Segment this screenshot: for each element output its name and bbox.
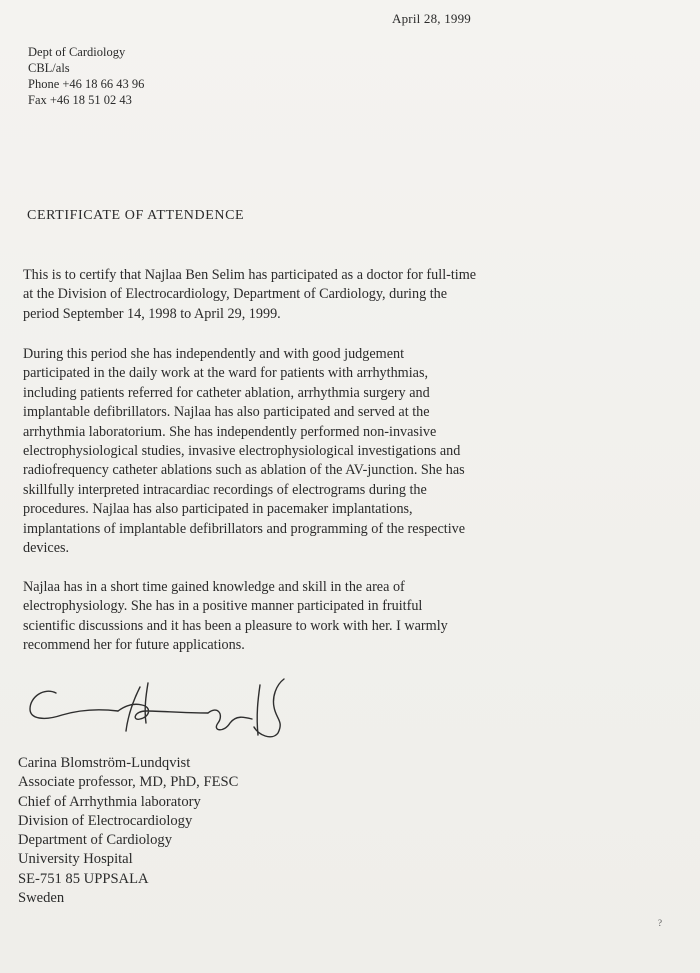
- sender-line: Dept of Cardiology: [28, 45, 126, 59]
- text-line: devices.: [23, 540, 70, 557]
- signatory-line: Associate professor, MD, PhD, FESC: [18, 774, 239, 791]
- sender-line: Phone +46 18 66 43 96: [28, 77, 145, 91]
- text-line: electrophysiology. She has in a positive manner participated in fruitful: [23, 598, 423, 615]
- text-line: including patients referred for catheter ablation, arrhythmia surgery and: [23, 384, 430, 401]
- text-line: During this period she has independently and with good judgement: [23, 346, 405, 362]
- certificate-title: CERTIFICATE OF ATTENDENCE: [27, 208, 245, 223]
- text-line: electrophysiological studies, invasive electrophysiological investigations and: [23, 443, 461, 460]
- sender-line: CBL/als: [28, 61, 70, 75]
- paragraph-duties: [23, 345, 683, 558]
- text-line: period September 14, 1998 to April 29, 1999.: [23, 305, 281, 322]
- text-line: implantations of implantable defibrillators and programming of the respective: [23, 520, 466, 537]
- page-marker: ?: [658, 918, 662, 928]
- signatory-line: SE-751 85 UPPSALA: [18, 870, 149, 887]
- text-line: Najlaa has in a short time gained knowledge and skill in the area of: [23, 579, 405, 595]
- signatory-line: Division of Electrocardiology: [18, 812, 193, 829]
- handwritten-signature-icon: [22, 675, 292, 745]
- text-line: scientific discussions and it has been a pleasure to work with her. I warmly: [23, 617, 448, 634]
- sender-line: Fax +46 18 51 02 43: [28, 93, 132, 107]
- letter-date: April 28, 1999: [392, 11, 471, 26]
- text-line: implantable defibrillators. Najlaa has also participated and served at the: [23, 404, 430, 421]
- signatory-name: Carina Blomström-Lundqvist: [18, 755, 191, 771]
- sender-block: [28, 44, 144, 108]
- text-line: procedures. Najlaa has also participated in pacemaker implantations,: [23, 501, 413, 518]
- text-line: radiofrequency catheter ablations such as ablation of the AV-junction. She has: [23, 462, 465, 479]
- text-line: This is to certify that Najlaa Ben Selim has participated as a doctor for full-time: [23, 267, 477, 283]
- paragraph-certification: [23, 266, 683, 324]
- text-line: recommend her for future applications.: [23, 637, 245, 654]
- signatory-line: University Hospital: [18, 851, 133, 868]
- text-line: participated in the daily work at the ward for patients with arrhythmias,: [23, 365, 429, 382]
- signatory-line: Sweden: [18, 890, 65, 907]
- signatory-line: Chief of Arrhythmia laboratory: [18, 793, 201, 810]
- text-line: skillfully interpreted intracardiac recordings of electrograms during the: [23, 481, 427, 498]
- paragraph-recommendation: [23, 578, 683, 656]
- text-line: arrhythmia laboratorium. She has independently performed non-invasive: [23, 423, 437, 440]
- signatory-line: Department of Cardiology: [18, 832, 173, 849]
- signatory-block: [18, 754, 238, 908]
- text-line: at the Division of Electrocardiology, Department of Cardiology, during the: [23, 286, 448, 303]
